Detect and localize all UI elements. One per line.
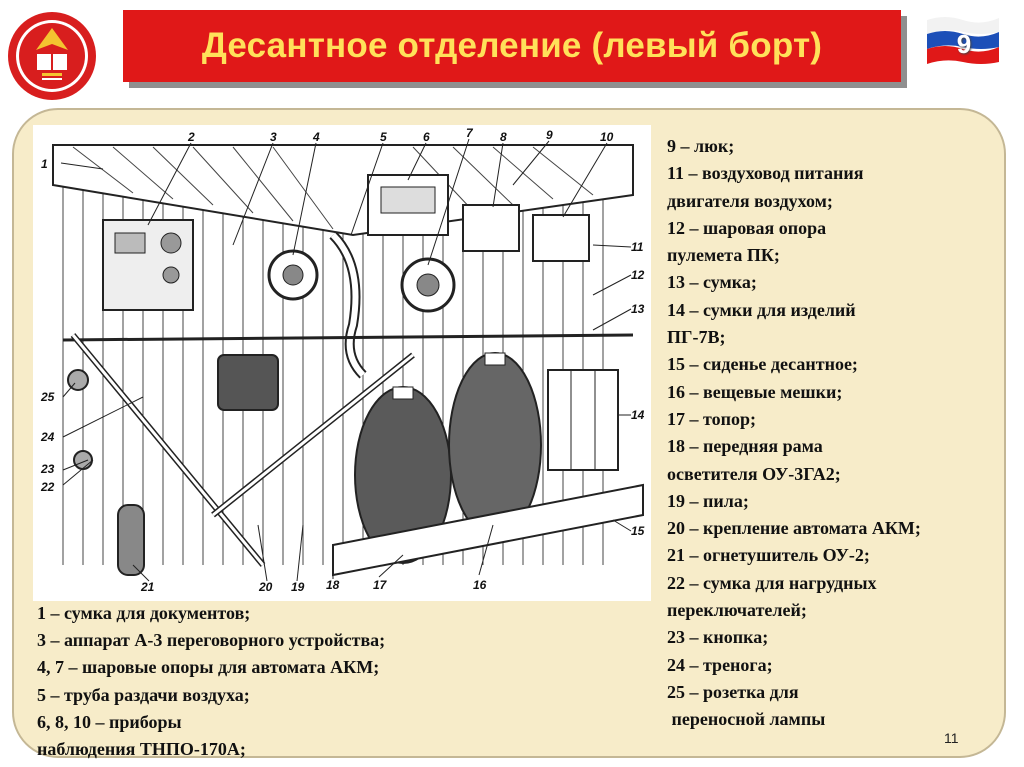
legend-item: 13 – сумка; (667, 272, 757, 293)
legend-item: переносной лампы (667, 709, 826, 730)
callout-label: 24 (41, 430, 55, 444)
legend-item: 3 – аппарат А-3 переговорного устройства; (37, 630, 386, 651)
legend-item: 6, 8, 10 – приборы (37, 711, 182, 732)
legend-item: 22 – сумка для нагрудных (667, 572, 877, 593)
callout-label: 4 (313, 130, 320, 144)
slide-number-badge: 9 (956, 28, 972, 59)
legend-item: осветителя ОУ-3ГА2; (667, 463, 841, 484)
legend-item: 14 – сумки для изделий (667, 299, 856, 320)
military-academy-emblem-icon (6, 10, 98, 102)
callout-label: 3 (270, 130, 277, 144)
callout-label: 16 (473, 578, 487, 592)
callout-label: 10 (600, 130, 614, 144)
callout-label: 12 (631, 268, 645, 282)
legend-item: наблюдения ТНПО-170А; (37, 739, 246, 760)
callout-label: 6 (423, 130, 430, 144)
legend-item: 4, 7 – шаровые опоры для автомата АКМ; (37, 657, 380, 678)
legend-item: 24 – тренога; (667, 654, 773, 675)
callout-label: 13 (631, 302, 645, 316)
callout-label: 7 (466, 126, 473, 140)
callout-label: 19 (291, 580, 305, 594)
callout-label: 11 (631, 240, 644, 254)
legend-item: двигателя воздухом; (667, 190, 833, 211)
callout-label: 17 (373, 578, 387, 592)
callout-label: 1 (41, 157, 48, 171)
callout-label: 2 (188, 130, 195, 144)
legend-bottom (37, 600, 657, 763)
legend-item: переключателей; (667, 600, 807, 621)
callout-label: 20 (259, 580, 273, 594)
legend-item: 20 – крепление автомата АКМ; (667, 518, 921, 539)
callout-label: 9 (546, 128, 553, 142)
callout-label: 21 (141, 580, 155, 594)
callout-label: 23 (41, 462, 55, 476)
title-bar (123, 10, 901, 82)
legend-item: 21 – огнетушитель ОУ-2; (667, 545, 870, 566)
legend-item: 23 – кнопка; (667, 627, 769, 648)
legend-item: 15 – сиденье десантное; (667, 354, 858, 375)
callout-label: 18 (326, 578, 340, 592)
callout-label: 5 (380, 130, 387, 144)
vehicle-compartment-illustration (33, 125, 651, 601)
legend-item: 19 – пила; (667, 490, 749, 511)
legend-item: 17 – топор; (667, 408, 756, 429)
legend-item: 1 – сумка для документов; (37, 603, 251, 623)
legend-item: 16 – вещевые мешки; (667, 381, 843, 402)
callout-label: 14 (631, 408, 645, 422)
callout-label: 22 (41, 480, 55, 494)
legend-item: 5 – труба раздачи воздуха; (37, 684, 250, 705)
legend-item: 25 – розетка для (667, 681, 799, 702)
page-title: Десантное отделение (левый борт) (201, 26, 823, 65)
legend-item: 18 – передняя рама (667, 436, 823, 457)
page-number: 11 (944, 730, 959, 746)
legend-right (667, 133, 1002, 734)
callout-label: 8 (500, 130, 507, 144)
legend-item: 12 – шаровая опора (667, 217, 827, 238)
legend-item: 9 – люк; (667, 136, 735, 156)
legend-item: пулемета ПК; (667, 245, 780, 266)
callout-label: 15 (631, 524, 645, 538)
legend-item: 11 – воздуховод питания (667, 163, 864, 184)
callout-label: 25 (41, 390, 55, 404)
legend-item: ПГ-7В; (667, 327, 726, 348)
